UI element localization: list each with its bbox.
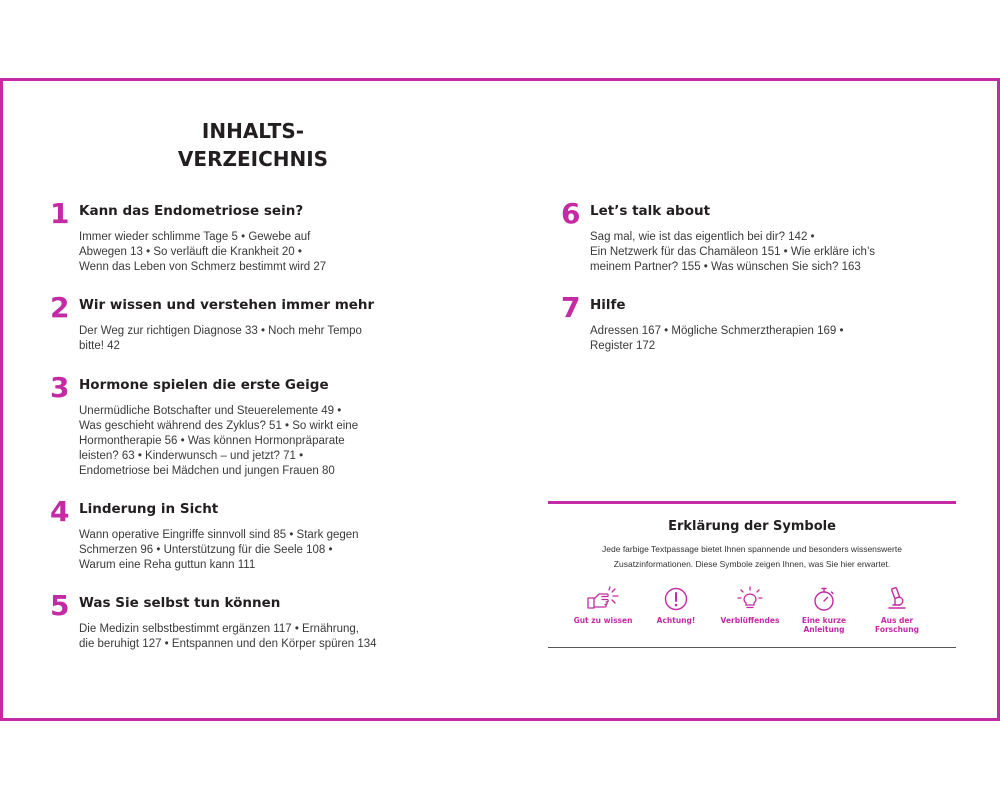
chapter-entries [590,230,990,275]
legend-item-forschung [857,586,937,634]
entry-line: die beruhigt 127 • Entspannen und den Körper spüren 134 [79,638,377,650]
entry-line: Sag mal, wie ist das eigentlich bei dir? 142 • [590,231,815,243]
entry-line: Warum eine Reha guttun kann 111 [79,559,256,571]
lightbulb-icon [736,586,764,612]
title-line-2: VERZEICHNIS [177,147,329,171]
page-title [163,117,343,173]
entry-line: Abwegen 13 • So verläuft die Krankheit 20 • [79,246,302,258]
legend-item-anleitung [784,586,864,634]
legend-item-verblueffendes [710,586,790,625]
chapter-title: Let’s talk about [590,203,711,219]
chapter-number: 5 [50,589,70,622]
pointing-hand-icon [585,586,621,612]
label-line: Achtung! [656,616,696,625]
chapter-2 [50,291,479,354]
chapter-entries [79,230,479,275]
legend-icons [548,586,956,641]
symbol-legend [548,501,956,648]
legend-text-line: Jede farbige Textpassage bietet Ihnen spannende und besonders wissenswerte [602,544,902,554]
chapter-number: 3 [50,371,70,404]
chapter-number: 1 [50,197,70,230]
entry-line: Endometriose bei Mädchen und jungen Frauen 80 [79,465,335,477]
chapter-entries [590,324,990,354]
entry-line: Register 172 [590,340,656,352]
legend-text [548,542,956,572]
chapter-7 [561,291,990,354]
entry-line: Die Medizin selbstbestimmt ergänzen 117 • Ernährung, [79,623,359,635]
book-page [0,78,1000,721]
chapter-number: 6 [561,197,581,230]
chapter-4 [50,495,479,573]
entry-line: meinem Partner? 155 • Was wünschen Sie sich? 163 [590,261,861,273]
chapter-number: 4 [50,495,70,528]
entry-line: Immer wieder schlimme Tage 5 • Gewebe auf [79,231,311,243]
legend-item-label [857,616,937,634]
entry-line: Hormontherapie 56 • Was können Hormonpräparate [79,435,345,447]
chapter-entries [79,528,479,573]
legend-item-label [636,616,716,625]
chapter-title: Linderung in Sicht [79,501,219,517]
chapter-3 [50,371,479,479]
chapter-title: Kann das Endometriose sein? [79,203,304,219]
entry-line: Ein Netzwerk für das Chamäleon 151 • Wie erkläre ich’s [590,246,876,258]
label-line: Forschung [875,625,919,634]
chapter-number: 2 [50,291,70,324]
entry-line: Unermüdliche Botschafter und Steuerelemente 49 • [79,405,342,417]
exclamation-icon [663,586,689,612]
legend-item-label [563,616,643,625]
chapter-title: Wir wissen und verstehen immer mehr [79,297,375,313]
chapter-title: Hilfe [590,297,626,313]
chapter-title: Hormone spielen die erste Geige [79,377,329,393]
microscope-icon [884,586,910,612]
stopwatch-icon [811,586,837,612]
chapter-entries [79,622,479,652]
entry-line: leisten? 63 • Kinderwunsch – und jetzt? 71 • [79,450,304,462]
chapter-entries [79,324,479,354]
label-line: Aus der [880,616,914,625]
chapter-6 [561,197,990,275]
label-line: Verblüffendes [720,616,780,625]
entry-line: Was geschieht während des Zyklus? 51 • So wirkt eine [79,420,359,432]
legend-item-achtung [636,586,716,625]
legend-item-label [784,616,864,634]
chapter-5 [50,589,479,652]
entry-line: Adressen 167 • Mögliche Schmerztherapien 169 • [590,325,844,337]
entry-line: Wenn das Leben von Schmerz bestimmt wird 27 [79,261,327,273]
chapter-entries [79,404,479,479]
title-line-1: INHALTS- [201,119,305,143]
legend-text-line: Zusatzinformationen. Diese Symbole zeigen Ihnen, was Sie hier erwartet. [613,559,891,569]
chapter-1 [50,197,479,275]
legend-item-gut-zu-wissen [563,586,643,625]
legend-item-label [710,616,790,625]
chapter-number: 7 [561,291,581,324]
entry-line: Schmerzen 96 • Unterstützung für die Seele 108 • [79,544,333,556]
chapter-title: Was Sie selbst tun können [79,595,281,611]
legend-title: Erklärung der Symbole [668,519,836,534]
entry-line: bitte! 42 [79,340,120,352]
label-line: Gut zu wissen [573,616,633,625]
entry-line: Wann operative Eingriffe sinnvoll sind 85 • Stark gegen [79,529,359,541]
label-line: Eine kurze [801,616,847,625]
entry-line: Der Weg zur richtigen Diagnose 33 • Noch mehr Tempo [79,325,362,337]
label-line: Anleitung [803,625,845,634]
